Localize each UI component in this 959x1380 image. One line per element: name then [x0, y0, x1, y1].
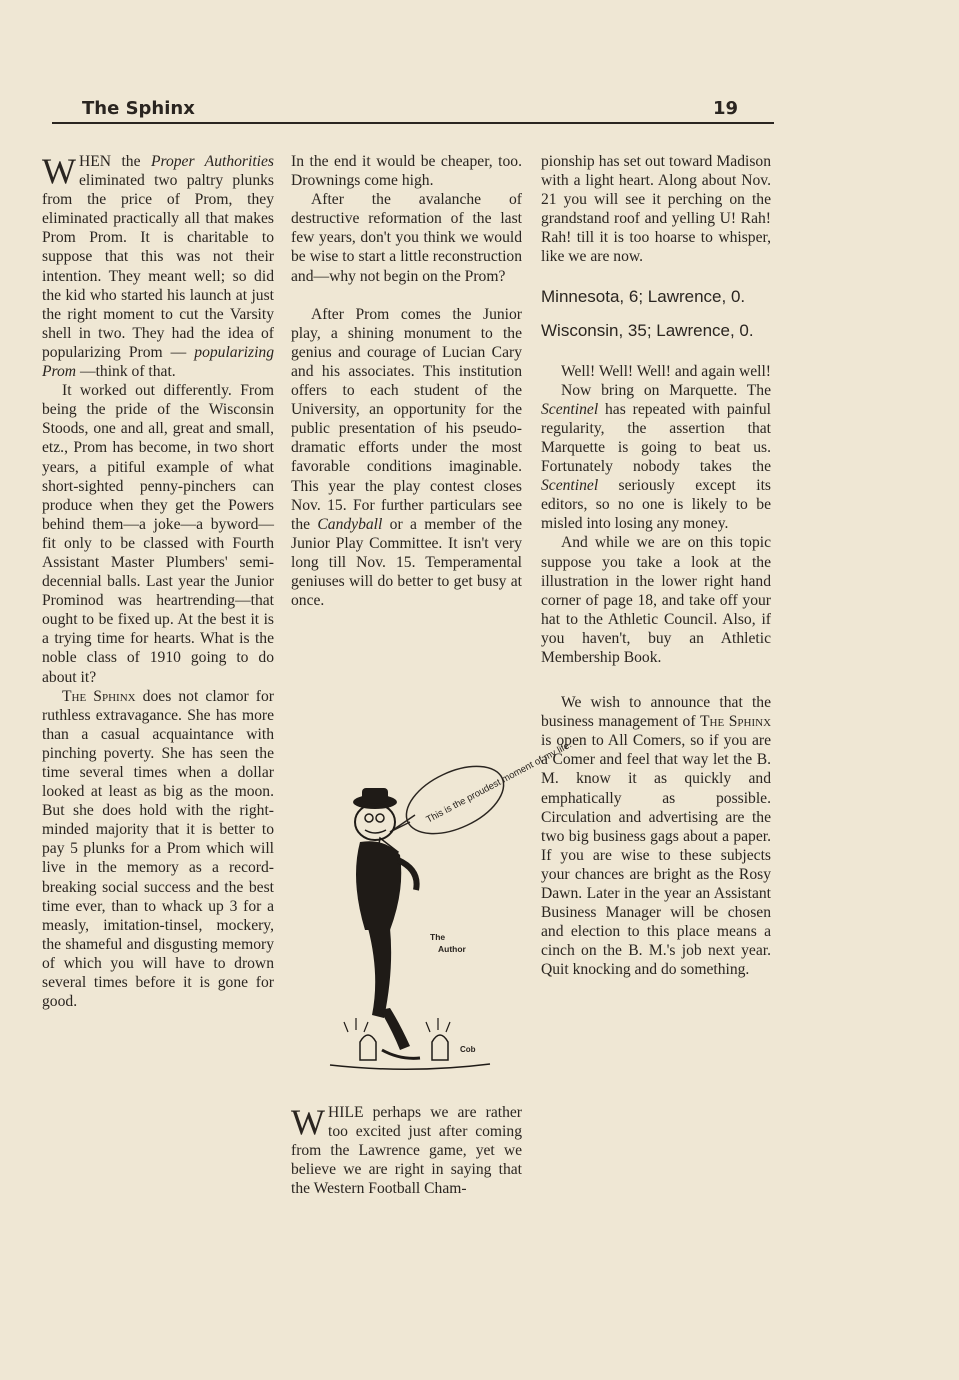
column-2 — [291, 152, 522, 610]
paragraph: After the avalanche of destructive reformation of the last few years, don't you think we would be wise to start a little reconstruction and—why not begin on the Prom? — [291, 191, 522, 285]
speech-balloon-text: This is the proudest moment of my life. — [424, 739, 574, 826]
paragraph: Well! Well! Well! and again well! — [561, 362, 771, 380]
illustrator-signature: Cob — [460, 1045, 476, 1054]
author-cartoon-illustration — [320, 739, 574, 1080]
column-3 — [541, 152, 771, 979]
page-header — [52, 96, 774, 124]
paragraph: We wish to announce that the business management of The Sphinx is open to All Comers, so if you are a Comer and feel that way let the B. M. know it as quickly and emphatically as possible. Circulation and advertising are the two big business gags about a paper. If you are wise to these subjects your chances are bright as the Rosy Dawn. Later in the year an Assistant Business Manager will be chosen and election to this place means a cinch on the B. M.'s job next year. Quit knocking and do something. — [541, 694, 772, 979]
game-score-minnesota: Minnesota, 6; Lawrence, 0. — [541, 286, 746, 306]
game-score-wisconsin: Wisconsin, 35; Lawrence, 0. — [541, 320, 754, 340]
running-title: The Sphinx — [82, 98, 195, 119]
illustration-caption-line-1: The — [430, 932, 446, 942]
page-number: 19 — [712, 98, 738, 119]
paragraph: And while we are on this topic suppose you take a look at the illustration in the lower right hand corner of page 18, and take off your hat to the Athletic Council. Also, if you haven't, buy an Athletic Membership Book. — [541, 534, 771, 666]
paragraph: In the end it would be cheaper, too. Drownings come high. — [291, 153, 522, 190]
column-1 — [42, 152, 274, 1011]
paragraph: Now bring on Marquette. The Scentinel has repeated with painful regularity, the assertion that Marquette is going to beat us. Fortunately nobody takes the Scentinel seriously except its editors, so no one is likely to be misled into losing any money. — [541, 381, 771, 533]
paragraph: The Sphinx does not clamor for ruthless extravagance. She has more than a casual acquaintance with pinching poverty. She has seen the time several times when a dollar looked at least as big as the moon. But she does hold with the right-minded majority that it is better to pay 5 plunks for a Prom which will live in the memory as a record-breaking social success and the best time ever, than to whack up 3 for a measly, imitation-tinsel, mockery, the shameful and disgusting memory of which you will have to drown several times before it is gone for good. — [42, 687, 274, 1011]
paragraph: pionship has set out toward Madison with a light heart. Along about Nov. 21 you will see it perching on the grandstand roof and yelling U! Rah! Rah! till it is too hoarse to whisper, like we are now. — [541, 153, 771, 266]
paragraph: It worked out differently. From being the pride of the Wisconsin Stoods, one and all, great and small, etz., Prom has become, in two short years, a pitiful example of what short-sighted penny-pinchers can produce when they get the Powers behind them—a joke—a byword—fit only to be classed with Fourth Assistant Master Plumbers' semi-decennial balls. Last year the Junior Prominod was heartrending—that ought to be fixed up. At the best it is a trying time for hearts. What is the noble class of 1910 going to do about it? — [42, 382, 274, 686]
paragraph: WHILE perhaps we are rather too excited just after coming from the Lawrence game, yet we believe we are right in saying that the Western Football Cham- — [291, 1102, 522, 1198]
drop-cap: W — [42, 151, 76, 191]
paragraph: After Prom comes the Junior play, a shining monument to the genius and courage of Lucian Cary and his associates. This institution offers to each student of the University, an opportunity for the public presentation of his pseudo-dramatic efforts under the most favorable conditions imaginable. This year the play contest closes Nov. 15. For further particulars see the Candyball or a member of the Junior Play Committee. It isn't very long till Nov. 15. Temperamental geniuses will do better to get busy at once. — [291, 305, 522, 610]
drop-cap: W — [291, 1102, 325, 1142]
illustration-caption-line-2: Author — [438, 944, 466, 954]
paragraph: WHEN the Proper Authorities eliminated two paltry plunks from the price of Prom, they eliminated practically all that makes Prom Prom. It is charitable to suppose that this was not their intention. They meant well; so did the kid who started his launch at just the right moment to cut the Varsity shell in two. They had the idea of popularizing Prom — popularizing Prom —think of that. — [42, 151, 274, 381]
column-2-lower — [291, 1103, 522, 1198]
